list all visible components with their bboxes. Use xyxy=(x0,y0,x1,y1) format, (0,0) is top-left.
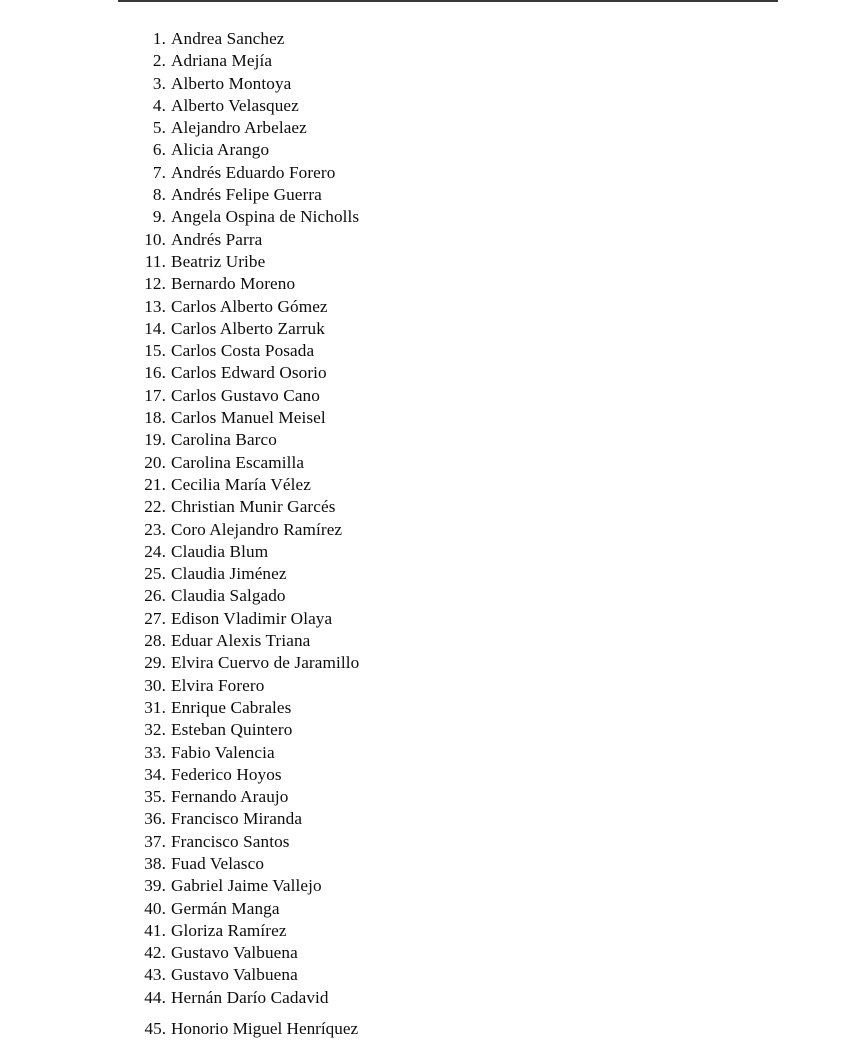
list-item-name: Coro Alejandro Ramírez xyxy=(171,519,343,539)
list-item-number: 30. xyxy=(144,675,166,695)
list-item xyxy=(140,719,803,741)
list-item-number: 35. xyxy=(144,787,166,807)
list-item xyxy=(140,251,803,273)
list-item-number: 3. xyxy=(152,73,166,93)
list-item xyxy=(140,429,803,451)
list-item-name: Claudia Blum xyxy=(171,541,269,561)
list-item xyxy=(140,786,803,808)
list-item-number: 13. xyxy=(144,296,166,316)
list-item-name: Gloriza Ramírez xyxy=(171,920,287,940)
list-item-name: Fabio Valencia xyxy=(171,742,275,762)
list-item-name: Andrés Eduardo Forero xyxy=(171,162,336,182)
list-item-name: Alejandro Arbelaez xyxy=(171,118,307,138)
list-item xyxy=(140,452,803,474)
list-item-name: Carolina Barco xyxy=(171,430,277,450)
list-item-number: 18. xyxy=(144,408,166,428)
list-item xyxy=(140,296,803,318)
list-item-number: 28. xyxy=(144,631,166,651)
numbered-name-list xyxy=(140,28,803,1009)
list-item-name: Alicia Arango xyxy=(171,140,270,160)
list-item-number: 37. xyxy=(144,831,166,851)
list-item xyxy=(140,675,803,697)
list-item-number: 32. xyxy=(144,720,166,740)
list-item-name: Hernán Darío Cadavid xyxy=(171,987,329,1007)
list-item xyxy=(140,808,803,830)
list-item-name: Carlos Alberto Zarruk xyxy=(171,318,325,338)
list-item xyxy=(140,853,803,875)
list-item-number: 5. xyxy=(152,118,166,138)
list-item xyxy=(140,764,803,786)
list-item-number: 36. xyxy=(144,809,166,829)
list-item-name: Andrés Felipe Guerra xyxy=(171,185,322,205)
list-item xyxy=(140,898,803,920)
list-item xyxy=(140,139,803,161)
list-item xyxy=(140,875,803,897)
list-item xyxy=(140,563,803,585)
clipped-list-item xyxy=(140,1018,359,1038)
list-item xyxy=(140,920,803,942)
list-item-name: Federico Hoyos xyxy=(171,764,282,784)
list-item xyxy=(140,50,803,72)
list-item xyxy=(140,541,803,563)
list-item xyxy=(140,273,803,295)
list-item xyxy=(140,831,803,853)
list-item-number: 41. xyxy=(144,920,166,940)
list-item-number: 14. xyxy=(144,318,166,338)
list-item-number: 2. xyxy=(152,51,166,71)
list-item xyxy=(140,184,803,206)
list-item-name: Francisco Santos xyxy=(171,831,290,851)
list-item-name: Cecilia María Vélez xyxy=(171,474,311,494)
list-item-name: Francisco Miranda xyxy=(171,809,303,829)
list-item-name: Andrés Parra xyxy=(171,229,263,249)
list-item xyxy=(140,162,803,184)
list-item-number: 1. xyxy=(152,29,166,48)
list-item xyxy=(140,697,803,719)
list-item-number: 43. xyxy=(144,965,166,985)
list-item xyxy=(140,28,803,50)
list-item-name: Eduar Alexis Triana xyxy=(171,631,311,651)
list-item-name: Christian Munir Garcés xyxy=(171,497,336,517)
list-item-name: Claudia Salgado xyxy=(171,586,286,606)
list-item-number: 24. xyxy=(144,541,166,561)
list-item-name: Elvira Forero xyxy=(171,675,265,695)
list-item-name: Carlos Edward Osorio xyxy=(171,363,327,383)
list-item xyxy=(140,942,803,964)
list-item xyxy=(140,630,803,652)
list-item-name: Carlos Alberto Gómez xyxy=(171,296,328,316)
list-item-number: 9. xyxy=(152,207,166,227)
list-item-name: Carlos Manuel Meisel xyxy=(171,408,326,428)
list-item-number: 29. xyxy=(144,653,166,673)
list-item-number: 7. xyxy=(152,162,166,182)
page-top-rule xyxy=(118,0,778,2)
list-item-name: Enrique Cabrales xyxy=(171,697,292,717)
list-item-name: Edison Vladimir Olaya xyxy=(171,608,333,628)
document-body xyxy=(140,28,803,1009)
list-item xyxy=(140,385,803,407)
list-item-number: 15. xyxy=(144,341,166,361)
list-item xyxy=(140,496,803,518)
list-item xyxy=(140,229,803,251)
list-item-name: Beatriz Uribe xyxy=(171,251,266,271)
list-item xyxy=(140,964,803,986)
list-item-number: 31. xyxy=(144,697,166,717)
list-item-number: 23. xyxy=(144,519,166,539)
list-item-number: 12. xyxy=(144,274,166,294)
list-item-number: 26. xyxy=(144,586,166,606)
list-item-name: Alberto Montoya xyxy=(171,73,292,93)
list-item xyxy=(140,987,803,1009)
list-item xyxy=(140,474,803,496)
list-item-number: 38. xyxy=(144,853,166,873)
list-item-number: 16. xyxy=(144,363,166,383)
list-item-number: 34. xyxy=(144,764,166,784)
list-item-number: 6. xyxy=(152,140,166,160)
list-item xyxy=(140,95,803,117)
list-item-name: Gustavo Valbuena xyxy=(171,943,298,963)
list-item xyxy=(140,73,803,95)
list-item-name: Bernardo Moreno xyxy=(171,274,296,294)
list-item-number: 33. xyxy=(144,742,166,762)
list-item-name: Honorio Miguel Henríquez xyxy=(171,1019,359,1038)
list-item-number: 21. xyxy=(144,474,166,494)
list-item-name: Claudia Jiménez xyxy=(171,564,287,584)
list-item-name: Andrea Sanchez xyxy=(171,29,285,48)
list-item xyxy=(140,117,803,139)
list-item-number: 11. xyxy=(144,251,166,271)
list-item xyxy=(140,318,803,340)
list-item-number: 44. xyxy=(144,987,166,1007)
list-item-number: 22. xyxy=(144,497,166,517)
list-item-name: Gustavo Valbuena xyxy=(171,965,298,985)
list-item xyxy=(140,519,803,541)
list-item-number: 27. xyxy=(144,608,166,628)
list-item-number: 20. xyxy=(144,452,166,472)
list-item-name: Gabriel Jaime Vallejo xyxy=(171,876,322,896)
list-item-name: Esteban Quintero xyxy=(171,720,293,740)
list-item-name: Elvira Cuervo de Jaramillo xyxy=(171,653,360,673)
list-item-name: Fuad Velasco xyxy=(171,853,265,873)
list-item-number: 39. xyxy=(144,876,166,896)
list-item-name: Carlos Gustavo Cano xyxy=(171,385,320,405)
list-item-name: Carlos Costa Posada xyxy=(171,341,315,361)
list-item xyxy=(140,206,803,228)
list-item-name: Carolina Escamilla xyxy=(171,452,305,472)
list-item-name: Germán Manga xyxy=(171,898,280,918)
list-item-name: Fernando Araujo xyxy=(171,787,289,807)
list-item-number: 40. xyxy=(144,898,166,918)
list-item-number: 25. xyxy=(144,564,166,584)
list-item-number: 45. xyxy=(144,1019,166,1038)
list-item-name: Adriana Mejía xyxy=(171,51,273,71)
list-item xyxy=(140,407,803,429)
list-item-number: 4. xyxy=(152,95,166,115)
list-item-number: 8. xyxy=(152,185,166,205)
list-item-number: 42. xyxy=(144,943,166,963)
list-item xyxy=(140,585,803,607)
list-item-name: Alberto Velasquez xyxy=(171,95,299,115)
list-item xyxy=(140,742,803,764)
list-item xyxy=(140,340,803,362)
list-item xyxy=(140,608,803,630)
list-item-name: Angela Ospina de Nicholls xyxy=(171,207,360,227)
list-item-number: 10. xyxy=(144,229,166,249)
list-item-number: 17. xyxy=(144,385,166,405)
list-item xyxy=(140,652,803,674)
list-item xyxy=(140,362,803,384)
list-item-number: 19. xyxy=(144,430,166,450)
